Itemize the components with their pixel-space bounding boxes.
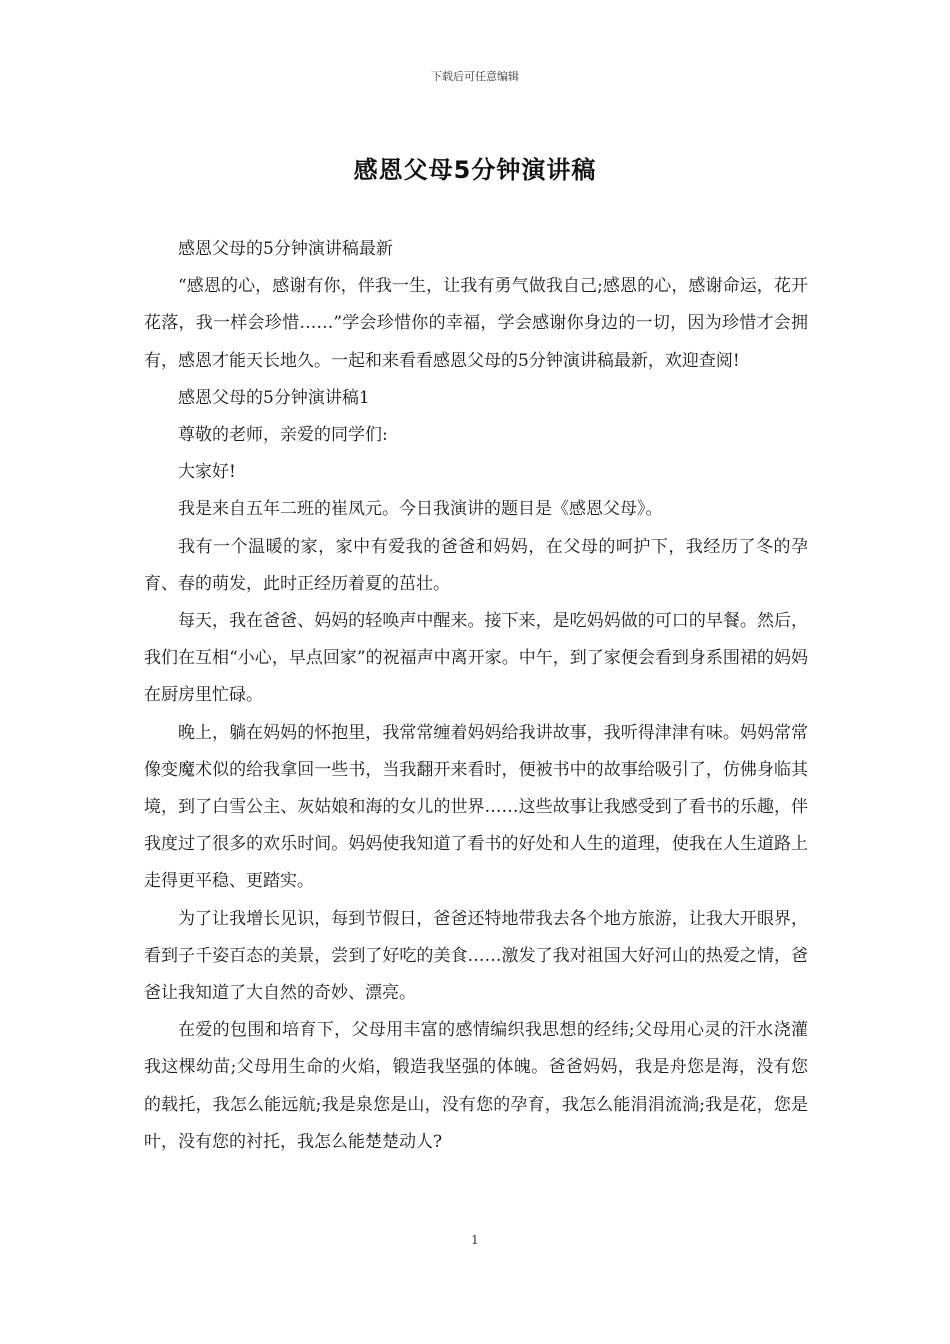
document-body: [144, 231, 808, 1161]
paragraph-speech-heading: 感恩父母的5分钟演讲稿1: [178, 387, 370, 408]
document-title: 感恩父母5分钟演讲稿: [353, 156, 597, 184]
paragraph-salutation: 尊敬的老师，亲爱的同学们:: [178, 425, 388, 446]
paragraph-subtitle: 感恩父母的5分钟演讲稿最新: [178, 239, 393, 259]
paragraph-greeting: 大家好!: [178, 462, 236, 483]
paragraph-travel: 为了让我增长见识，每到节假日，爸爸还特地带我去各个地方旅游，让我大开眼界，看到子千姿百态的美景，尝到了好吃的美食……激发了我对祖国大好河山的热爱之情，爸爸让我知道了大自然的奇妙、漂亮。: [144, 908, 808, 1004]
paragraph-daily: 每天，我在爸爸、妈妈的轻唤声中醒来。接下来，是吃妈妈做的可口的早餐。然后，我们在互相“小心，早点回家”的祝福声中离开家。中午，到了家便会看到身系围裙的妈妈在厨房里忙碌。: [144, 611, 808, 706]
paragraph-evening: 晚上，躺在妈妈的怀抱里，我常常缠着妈妈给我讲故事，我听得津津有味。妈妈常常像变魔术似的给我拿回一些书，当我翻开来看时，便被书中的故事给吸引了，仿佛身临其境，到了白雪公主、灰姑娘和海的女儿的世界……这些故事让我感受到了看书的乐趣，伴我度过了很多的欢乐时间。妈妈使我知道了看书的好处和人生的道理，使我在人生道路上走得更平稳、更踏实。: [144, 722, 808, 892]
paragraph-gratitude: 在爱的包围和培育下，父母用丰富的感情编织我思想的经纬;父母用心灵的汗水浇灌我这棵幼苗;父母用生命的火焰，锻造我坚强的体魄。爸爸妈妈，我是舟您是海，没有您的载托，我怎么能远航;我是泉您是山，没有您的孕育，我怎么能涓涓流淌;我是花，您是叶，没有您的衬托，我怎么能楚楚动人?: [144, 1020, 808, 1152]
page-header-note: 下载后可任意编辑: [431, 70, 519, 83]
page-number: 1: [471, 1233, 479, 1247]
paragraph-intro: “感恩的心，感谢有你，伴我一生，让我有勇气做我自己;感恩的心，感谢命运，花开花落，我一样会珍惜……”学会珍惜你的幸福，学会感谢你身边的一切，因为珍惜才会拥有，感恩才能天长地久。一起和来看看感恩父母的5分钟演讲稿最新，欢迎查阅!: [144, 276, 808, 371]
paragraph-family: 我有一个温暖的家，家中有爱我的爸爸和妈妈，在父母的呵护下，我经历了冬的孕育、春的萌发，此时正经历着夏的茁壮。: [144, 536, 808, 594]
paragraph-self-intro: 我是来自五年二班的崔凤元。今日我演讲的题目是《感恩父母》。: [178, 499, 663, 520]
